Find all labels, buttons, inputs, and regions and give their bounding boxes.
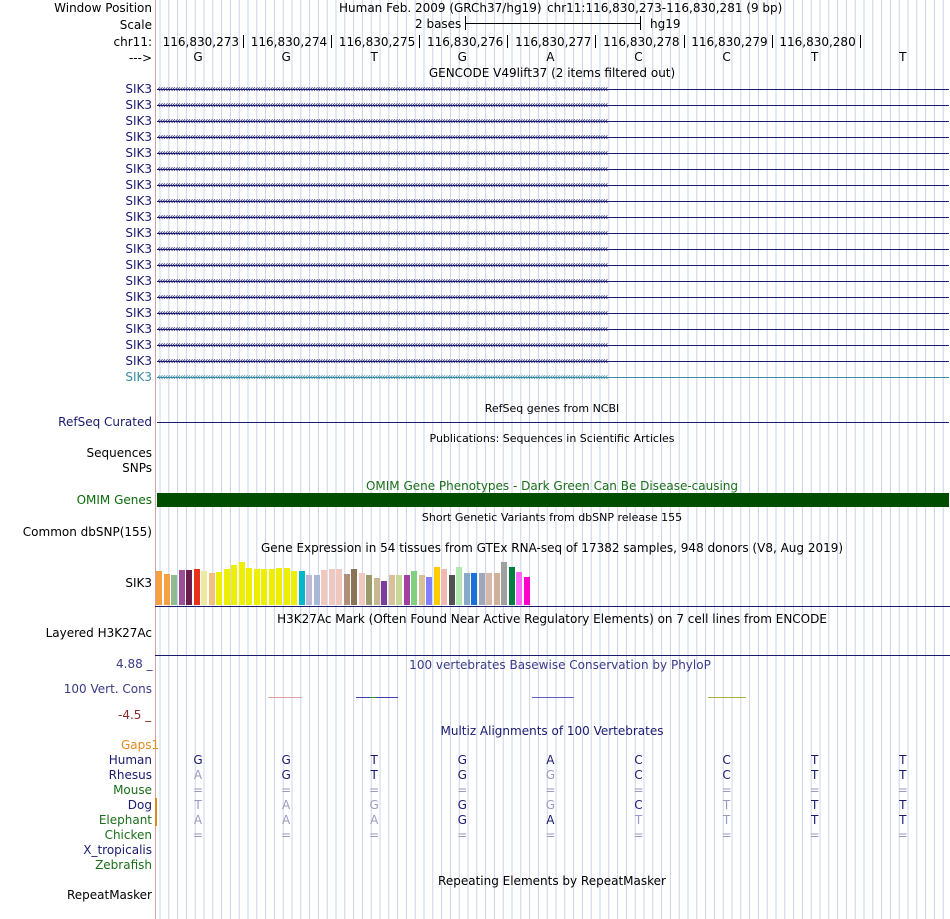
aligned-base: A [546,753,555,767]
gtex-tissue-bar[interactable] [396,575,402,605]
gencode-gene-label[interactable]: SIK3 [125,210,152,224]
sequences-label[interactable]: Sequences [86,446,152,460]
gencode-gene-label[interactable]: SIK3 [125,306,152,320]
ruler-tick [331,35,332,48]
gtex-tissue-bar[interactable] [261,569,267,605]
gaps-label[interactable] [121,738,159,752]
aligned-base: A [281,813,291,827]
gtex-tissue-bar[interactable] [246,568,252,605]
aligned-base: = [809,828,820,842]
aligned-base: G [193,753,203,767]
gencode-gene-label[interactable]: SIK3 [125,370,152,384]
gencode-transcript-line [157,297,949,298]
phylop-mark [370,697,376,698]
aligned-base: = [192,828,204,842]
aligned-base: T [370,753,378,767]
gtex-tissue-bar[interactable] [464,573,470,605]
gencode-transcript-line [157,281,949,282]
aligned-base: C [722,768,731,782]
aligned-base: T [722,798,731,812]
multiz-species-label[interactable]: Human [108,753,152,767]
phylop-label[interactable]: 100 Vert. Cons [63,682,152,696]
gtex-tissue-bar[interactable] [516,572,522,605]
aligned-base: T [722,813,731,827]
gencode-gene-label[interactable]: SIK3 [125,354,152,368]
publications-track-title[interactable]: Publications: Sequences in Scientific Articles [429,432,675,445]
multiz-track-title[interactable]: Multiz Alignments of 100 Vertebrates [440,724,664,738]
gencode-gene-label[interactable]: SIK3 [125,274,152,288]
aligned-base: T [370,768,378,782]
gtex-tissue-bar[interactable] [449,575,455,605]
gtex-tissue-bar[interactable] [419,575,425,605]
reference-base: T [370,50,378,64]
ruler-coordinate: 116,830,280 [779,35,856,49]
gtex-tissue-bar[interactable] [314,575,320,605]
aligned-base: = [369,783,380,797]
ruler-coordinate: 116,830,273 [162,35,239,49]
gtex-tissue-bar[interactable] [164,574,170,605]
ruler-coordinate: 116,830,277 [515,35,592,49]
gtex-tissue-bar[interactable] [374,578,380,605]
window-position-label: Window Position [54,1,152,15]
gencode-gene-label[interactable]: SIK3 [125,162,152,176]
gencode-transcript-line [157,265,949,266]
gencode-transcript-line [157,185,949,186]
aligned-base: = [809,783,820,797]
gtex-tissue-bar[interactable] [404,575,410,605]
phylop-max: 4.88 _ [116,657,153,671]
aligned-base: A [193,768,203,782]
multiz-species-label[interactable]: Dog [127,798,152,812]
aligned-base: G [545,798,556,812]
gtex-tissue-bar[interactable] [269,569,275,605]
gtex-tissue-bar[interactable] [509,567,515,605]
gtex-tissue-bar[interactable] [426,577,432,605]
ruler-tick [507,35,508,48]
gtex-tissue-bar[interactable] [231,565,237,605]
gencode-gene-label[interactable]: SIK3 [125,226,152,240]
gtex-tissue-bar[interactable] [299,571,305,605]
reference-base: T [899,50,907,64]
gtex-tissue-bar[interactable] [389,575,395,605]
gencode-transcript-line [157,89,949,90]
gtex-tissue-bar[interactable] [276,568,282,605]
ruler-tick [772,35,773,48]
gaps-label-text: Gaps [121,738,152,752]
aligned-base: A [281,798,291,812]
gencode-gene-label[interactable]: SIK3 [125,322,152,336]
multiz-species-label[interactable]: X_tropicalis [83,843,152,857]
gtex-tissue-bar[interactable] [209,573,215,605]
aligned-base: T [899,753,907,767]
aligned-base: G [369,798,379,812]
gtex-tissue-bar[interactable] [216,572,222,605]
phylop-min: -4.5 _ [118,708,152,722]
gtex-tissue-bar[interactable] [471,573,477,605]
gtex-tissue-bar[interactable] [156,571,162,605]
aligned-base: = [633,828,644,842]
gencode-gene-label[interactable]: SIK3 [125,258,152,272]
aligned-base: = [281,783,292,797]
aligned-base: = [721,828,732,842]
gencode-transcript-line [157,169,949,170]
gtex-tissue-bar[interactable] [201,571,207,605]
gtex-tissue-bar[interactable] [194,569,200,605]
gtex-tissue-bar[interactable] [254,569,260,605]
aligned-base: T [811,753,819,767]
multiz-species-label[interactable]: Chicken [104,828,152,842]
gencode-gene-label[interactable]: SIK3 [125,178,152,192]
gencode-gene-label[interactable]: SIK3 [125,194,152,208]
gtex-tissue-bar[interactable] [501,562,507,605]
ruler-coordinate: 116,830,279 [691,35,768,49]
aligned-base: = [457,783,468,797]
gtex-tissue-bar[interactable] [411,571,417,605]
gtex-tissue-bar[interactable] [434,567,440,605]
aligned-base: C [634,798,643,812]
phylop-mark [708,697,746,698]
gtex-tissue-bar[interactable] [321,570,327,605]
gencode-transcript-line [157,313,949,314]
gtex-tissue-bar[interactable] [359,573,365,605]
gtex-tissue-bar[interactable] [486,573,492,605]
reference-base: C [634,50,643,64]
multiz-species-label[interactable]: Mouse [113,783,152,797]
scale-label: Scale [119,18,152,32]
h3k27ac-baseline [155,655,950,656]
aligned-base: = [545,783,556,797]
gtex-tissue-bar[interactable] [441,569,447,605]
gencode-transcript-line [157,137,949,138]
gencode-gene-label[interactable]: SIK3 [125,242,152,256]
aligned-base: T [634,813,643,827]
ruler-tick [595,35,596,48]
gtex-tissue-bar[interactable] [171,575,177,605]
aligned-base: G [281,753,291,767]
gaps-value: 1 [151,738,160,752]
aligned-base: = [192,783,204,797]
gtex-tissue-bar[interactable] [456,567,462,605]
gencode-gene-label[interactable]: SIK3 [125,114,152,128]
repeatmasker-label[interactable]: RepeatMasker [66,888,152,902]
gencode-transcript-line [157,217,949,218]
aligned-base: = [897,783,908,797]
aligned-base: T [899,798,907,812]
gencode-transcript-line [157,121,949,122]
gtex-tissue-bar[interactable] [524,577,530,605]
aligned-base: T [811,813,819,827]
gencode-transcript-line [157,361,949,362]
refseq-line[interactable] [157,422,949,423]
gtex-tissue-bar[interactable] [381,581,387,605]
reference-base: C [722,50,731,64]
aligned-base: = [457,828,468,842]
ruler-coordinate: 116,830,276 [426,35,504,49]
aligned-base: = [281,828,292,842]
gtex-bar-chart[interactable] [155,555,950,605]
assembly-text: Human Feb. 2009 (GRCh37/hg19) [339,1,542,15]
aligned-base: = [633,783,644,797]
gencode-transcript-line [157,345,949,346]
aligned-base: A [370,813,379,827]
gtex-tissue-bar[interactable] [494,573,500,605]
aligned-base: C [634,753,643,767]
snps-label[interactable]: SNPs [122,461,152,475]
reference-base: G [193,50,203,64]
dbsnp-label[interactable]: Common dbSNP(155) [22,525,152,539]
position-text: chr11:116,830,273-116,830,281 (9 bp) [547,1,783,15]
ruler-coordinate: 116,830,275 [338,35,416,49]
phylop-track-title[interactable]: 100 vertebrates Basewise Conservation by PhyloP [409,658,711,672]
reference-base: A [546,50,555,64]
gencode-transcript-line [157,233,949,234]
gtex-tissue-bar[interactable] [306,575,312,605]
ruler-tick [684,35,685,48]
aligned-base: G [457,768,467,782]
aligned-base: G [457,798,467,812]
label-column-divider [155,0,156,919]
aligned-base: = [545,828,556,842]
ruler-coordinate: 116,830,278 [603,35,680,49]
reference-base: G [457,50,467,64]
aligned-base: T [811,768,819,782]
gtex-tissue-bar[interactable] [336,569,342,605]
aligned-base: G [457,813,467,827]
scale-bar [465,16,641,30]
gtex-track-border [155,606,950,607]
omim-track-title[interactable]: OMIM Gene Phenotypes - Dark Green Can Be Disease-causing [365,479,739,493]
h3k27ac-track-title[interactable]: H3K27Ac Mark (Often Found Near Active Regulatory Elements) on 7 cell lines from ENCODE [277,612,827,626]
h3k27ac-label[interactable]: Layered H3K27Ac [45,626,152,640]
gtex-tissue-bar[interactable] [479,573,485,605]
gtex-tissue-bar[interactable] [224,569,230,605]
phylop-mark [532,697,574,698]
omim-label[interactable]: OMIM Genes [76,493,152,507]
gtex-tissue-bar[interactable] [344,574,350,605]
aligned-base: = [897,828,908,842]
aligned-base: C [722,753,731,767]
aligned-base: T [899,813,907,827]
phylop-mark [268,697,302,698]
reference-base: T [811,50,819,64]
gap-marker [155,798,157,826]
phylop-mark [356,697,398,698]
gtex-tissue-bar[interactable] [329,569,335,605]
aligned-base: G [545,768,556,782]
aligned-base: = [721,783,732,797]
scale-db: hg19 [650,17,681,31]
aligned-base: G [457,753,467,767]
gtex-tissue-bar[interactable] [291,571,297,605]
gtex-tissue-bar[interactable] [284,568,290,605]
gencode-gene-label[interactable]: SIK3 [125,290,152,304]
gencode-gene-label[interactable]: SIK3 [125,338,152,352]
multiz-species-label[interactable]: Zebrafish [95,858,152,872]
refseq-track-title[interactable]: RefSeq genes from NCBI [484,402,620,415]
omim-gene-bar[interactable] [157,493,949,507]
gtex-tissue-bar[interactable] [239,562,245,605]
gencode-track-title[interactable]: GENCODE V49lift37 (2 items filtered out) [428,66,676,80]
multiz-species-label[interactable]: Rhesus [108,768,152,782]
reference-base: G [281,50,291,64]
dbsnp-track-title[interactable]: Short Genetic Variants from dbSNP release 155 [421,511,683,524]
aligned-base: A [193,813,203,827]
scale-text: 2 bases [415,17,462,31]
gencode-transcript-line [157,153,949,154]
ruler-tick [419,35,420,48]
ruler-coordinate: 116,830,274 [250,35,328,49]
gencode-transcript-line [157,105,949,106]
aligned-base: T [194,798,202,812]
gencode-transcript-line [157,249,949,250]
chrom-label: chr11: [113,35,152,49]
gencode-gene-label[interactable]: SIK3 [125,146,152,160]
gencode-gene-label[interactable]: SIK3 [125,130,152,144]
aligned-base: A [546,813,555,827]
aligned-base: = [369,828,380,842]
gtex-tissue-bar[interactable] [186,570,192,605]
gencode-transcript-line [157,329,949,330]
gencode-gene-label[interactable]: SIK3 [125,98,152,112]
gtex-tissue-bar[interactable] [179,570,185,605]
aligned-base: T [899,768,907,782]
gencode-transcript-line [157,201,949,202]
gtex-gene-label[interactable]: SIK3 [125,576,152,590]
repeatmasker-track-title[interactable]: Repeating Elements by RepeatMasker [438,874,666,888]
gencode-gene-label[interactable]: SIK3 [125,82,152,96]
gtex-tissue-bar[interactable] [366,575,372,605]
refseq-label[interactable]: RefSeq Curated [58,415,152,429]
aligned-base: G [281,768,291,782]
aligned-base: C [634,768,643,782]
strand-label: ---> [128,51,152,65]
gtex-tissue-bar[interactable] [351,569,357,605]
aligned-base: T [811,798,819,812]
gtex-track-title[interactable]: Gene Expression in 54 tissues from GTEx RNA-seq of 17382 samples, 948 donors (V8, Aug 2019) [260,541,844,555]
gencode-transcript-line [157,377,949,378]
ruler-tick [860,35,861,48]
ruler-tick [243,35,244,48]
multiz-species-label[interactable]: Elephant [98,813,152,827]
